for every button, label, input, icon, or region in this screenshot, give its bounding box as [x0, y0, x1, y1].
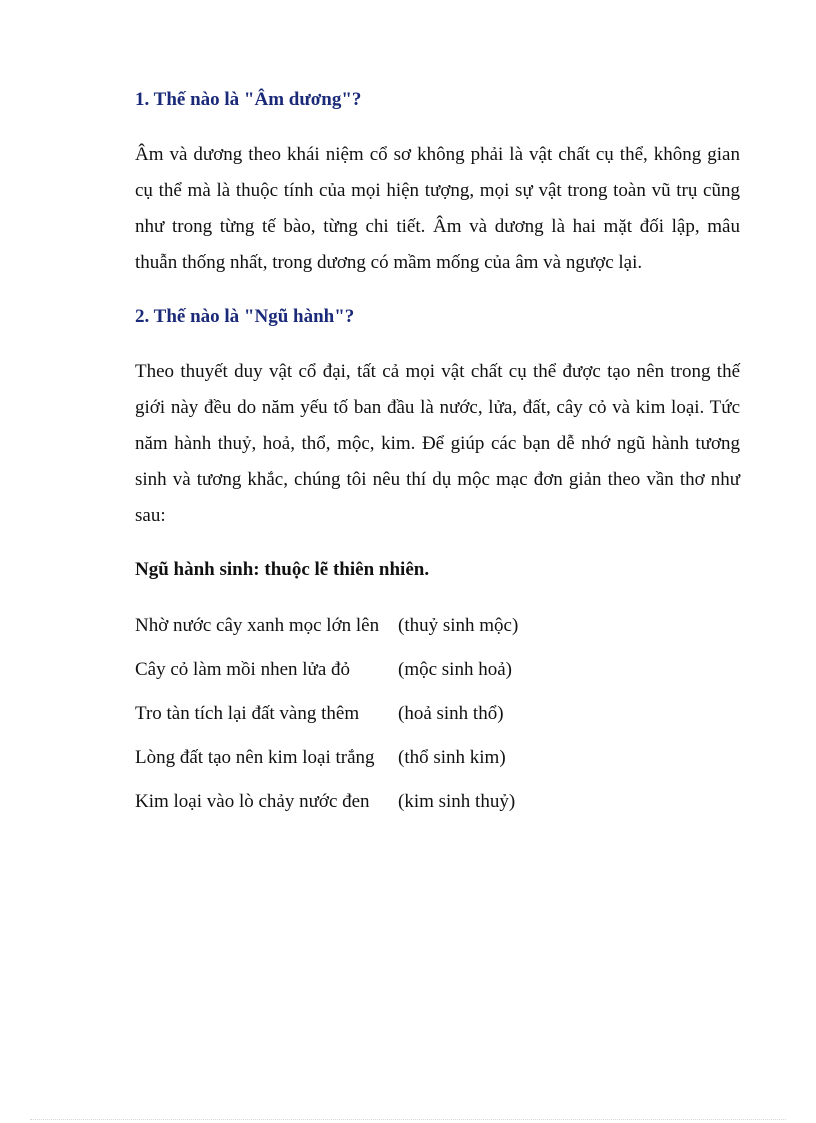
poem-row: [135, 696, 518, 740]
poem-note: (thổ sinh kim): [398, 747, 506, 768]
paragraph-ngu-hanh: Theo thuyết duy vật cổ đại, tất cả mọi vật chất cụ thể được tạo nên trong thế giới này đều do năm yếu tố ban đầu là nước, lửa, đất, cây cỏ và kim loại. Tức năm hành thuỷ, hoả, thổ, mộc, kim. Để giúp các bạn dễ nhớ ngũ hành tương sinh và tương khắc, chúng tôi nêu thí dụ mộc mạc đơn giản theo vần thơ như sau:: [135, 361, 740, 526]
poem-note: (thuỷ sinh mộc): [398, 615, 519, 636]
section-heading-am-duong: 1. Thế nào là "Âm dương"?: [135, 89, 362, 110]
poem-row: [135, 784, 518, 828]
poem-title: Ngũ hành sinh: thuộc lẽ thiên nhiên.: [135, 559, 430, 580]
poem-row: [135, 740, 518, 784]
poem-verse: Nhờ nước cây xanh mọc lớn lên: [135, 615, 380, 636]
page-bottom-divider: [30, 1119, 786, 1120]
poem-row: [135, 652, 518, 696]
poem-verse: Tro tàn tích lại đất vàng thêm: [135, 703, 360, 724]
poem-verse: Cây cỏ làm mồi nhen lửa đỏ: [135, 659, 351, 680]
poem-table: [135, 608, 518, 828]
paragraph-am-duong: Âm và dương theo khái niệm cổ sơ không phải là vật chất cụ thể, không gian cụ thể mà là thuộc tính của mọi hiện tượng, mọi sự vật trong toàn vũ trụ cũng như trong từng tế bào, từng chi tiết. Âm và dương là hai mặt đối lập, mâu thuẫn thống nhất, trong dương có mầm mống của âm và ngược lại.: [135, 144, 740, 273]
document-content: [135, 82, 740, 828]
poem-row: [135, 608, 518, 652]
poem-note: (mộc sinh hoả): [398, 659, 512, 680]
poem-verse: Lòng đất tạo nên kim loại trắng: [135, 747, 375, 768]
poem-note: (hoả sinh thổ): [398, 703, 504, 724]
section-heading-ngu-hanh: 2. Thế nào là "Ngũ hành"?: [135, 306, 355, 327]
poem-note: (kim sinh thuỷ): [398, 791, 516, 812]
poem-verse: Kim loại vào lò chảy nước đen: [135, 791, 370, 812]
